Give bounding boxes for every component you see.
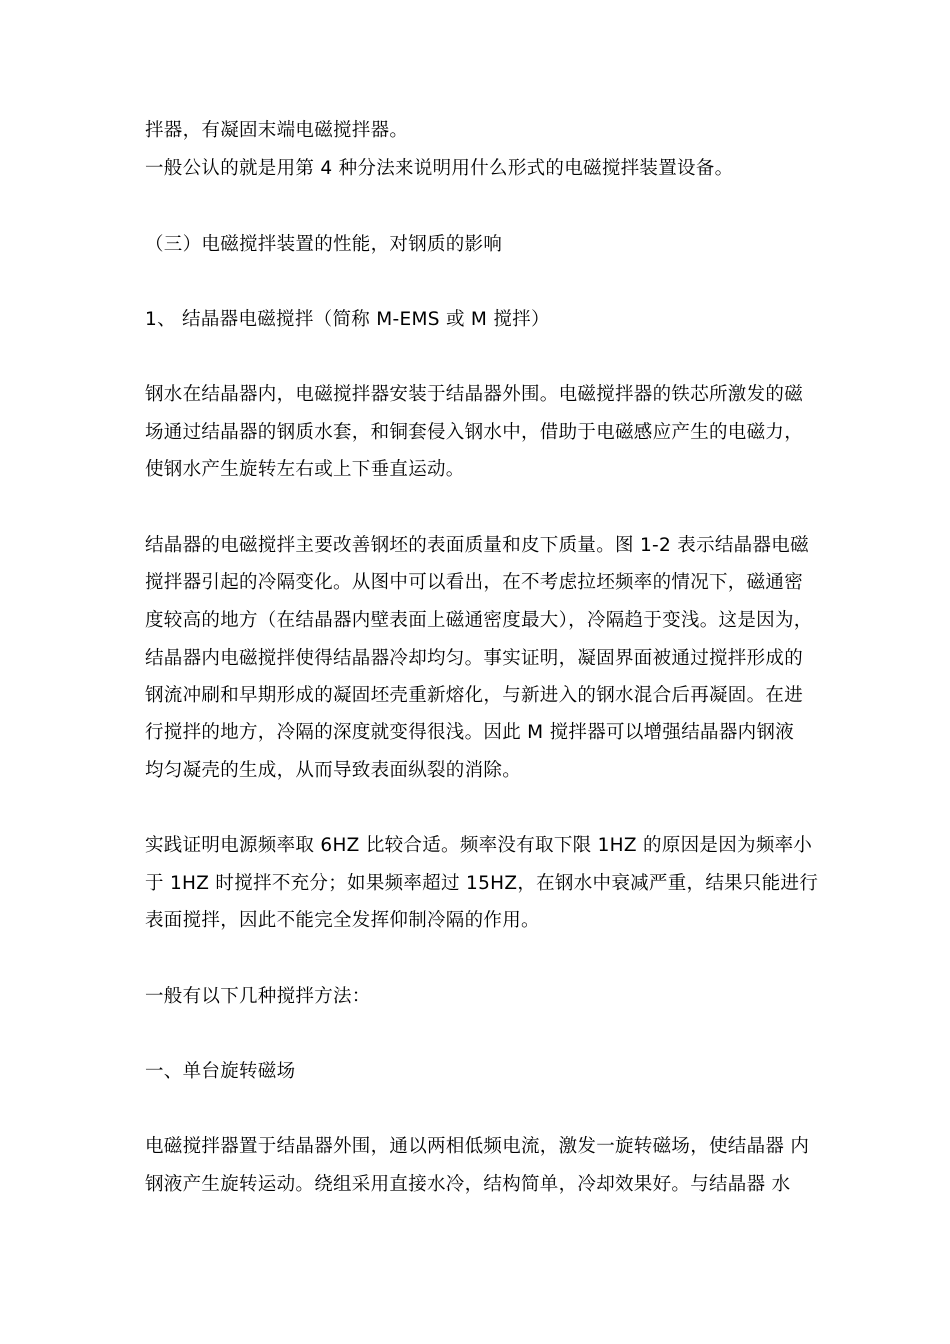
text-line: 于 1HZ 时搅拌不充分；如果频率超过 15HZ，在钢水中衰减严重，结果只能进行 [145,873,819,894]
text-line: 实践证明电源频率取 6HZ 比较合适。频率没有取下限 1HZ 的原因是因为频率小 [145,835,813,856]
text-line: 钢水在结晶器内，电磁搅拌器安装于结晶器外围。电磁搅拌器的铁芯所激发的磁 [145,384,804,405]
section-heading: （三）电磁搅拌装置的性能，对钢质的影响 [145,234,503,255]
text-line: 场通过结晶器的钢质水套，和铜套侵入钢水中，借助于电磁感应产生的电磁力， [145,422,804,443]
text-line: 一般公认的就是用第 4 种分法来说明用什么形式的电磁搅拌装置设备。 [145,158,734,179]
subsection-heading: 1、 结晶器电磁搅拌（简称 M-EMS 或 M 搅拌） [145,309,550,330]
text-line: 钢液产生旋转运动。绕组采用直接水冷，结构简单，冷却效果好。与结晶器 水 [145,1174,791,1195]
text-line: 度较高的地方（在结晶器内壁表面上磁通密度最大），冷隔趋于变浅。这是因为， [145,610,813,631]
text-line: 均匀凝壳的生成，从而导致表面纵裂的消除。 [145,760,522,781]
text-line: 表面搅拌，因此不能完全发挥仰制冷隔的作用。 [145,910,540,931]
text-line: 结晶器的电磁搅拌主要改善钢坯的表面质量和皮下质量。图 1-2 表示结晶器电磁 [145,535,809,556]
text-line: 搅拌器引起的冷隔变化。从图中可以看出，在不考虑拉坯频率的情况下，磁通密 [145,572,804,593]
text-line: 钢流冲刷和早期形成的凝固坯壳重新熔化，与新进入的钢水混合后再凝固。在进 [145,685,804,706]
text-line: 电磁搅拌器置于结晶器外围，通以两相低频电流，激发一旋转磁场，使结晶器 内 [145,1136,810,1157]
text-line: 行搅拌的地方，冷隔的深度就变得很浅。因此 M 搅拌器可以增强结晶器内钢液 [145,722,795,743]
text-line: 拌器，有凝固末端电磁搅拌器。 [145,120,409,141]
section-heading: 一、单台旋转磁场 [145,1061,296,1082]
text-line: 使钢水产生旋转左右或上下垂直运动。 [145,459,465,480]
text-line: 结晶器内电磁搅拌使得结晶器冷却均匀。事实证明，凝固界面被通过搅拌形成的 [145,648,804,669]
text-line: 一般有以下几种搅拌方法： [145,986,371,1007]
